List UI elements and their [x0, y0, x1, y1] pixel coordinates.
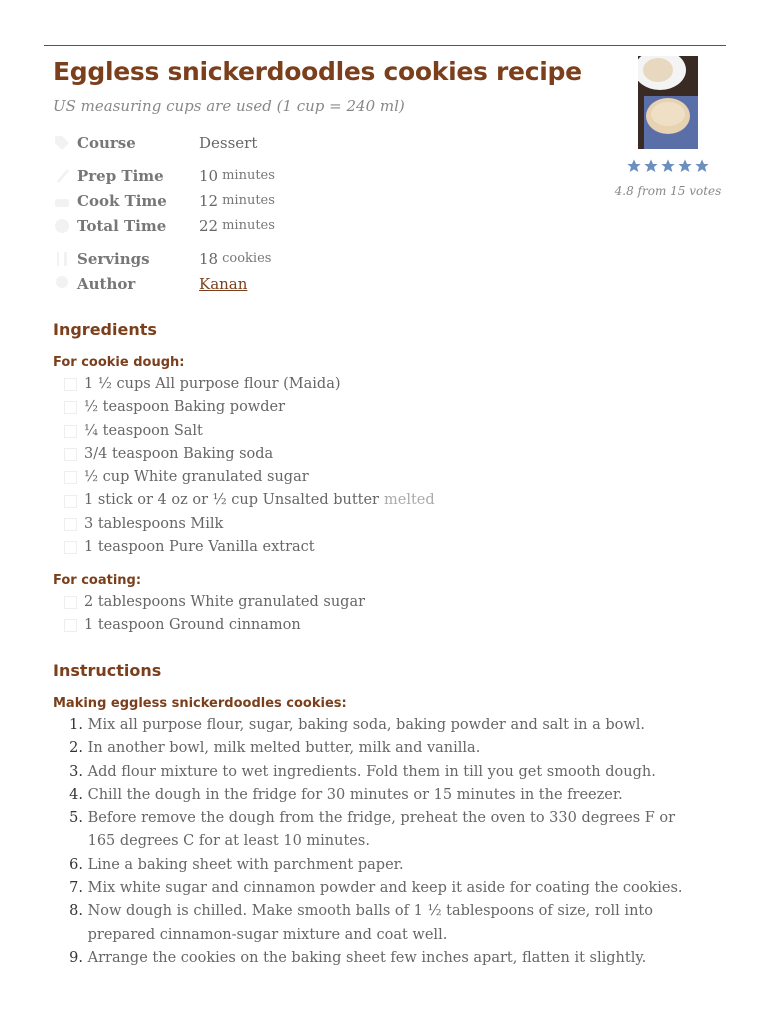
ingredient-note: melted	[384, 492, 435, 509]
recipe-title: Eggless snickerdoodles cookies recipe	[53, 57, 582, 86]
cook-time-unit: minutes	[222, 193, 275, 208]
recipe-header	[53, 56, 723, 296]
ingredient-checkbox[interactable]	[64, 471, 77, 484]
top-divider	[44, 45, 726, 46]
step-text: Mix all purpose flour, sugar, baking soda, baking powder and salt in a bowl.	[87, 717, 646, 733]
ingredient-checkbox[interactable]	[64, 378, 77, 391]
step-number: 1.	[69, 717, 83, 733]
ingredient-list-coating	[64, 591, 365, 638]
step-number: 8.	[69, 903, 83, 920]
prep-time-unit: minutes	[222, 168, 275, 183]
instruction-step	[53, 900, 703, 947]
step-number: 6.	[69, 856, 83, 873]
rating-votes: 4.8 from 15 votes	[614, 184, 722, 198]
star-rating[interactable]	[626, 158, 710, 178]
instruction-step	[53, 947, 703, 970]
step-text: Now dough is chilled. Make smooth balls of 1 ½ tablespoons of size, roll into prepared cinnamon-sugar mixture and coat well.	[87, 903, 653, 943]
meta-servings	[53, 246, 723, 271]
total-time-value: 22	[199, 216, 219, 235]
total-time-label: Total Time	[77, 216, 167, 235]
step-text: Arrange the cookies on the baking sheet few inches apart, flatten it slightly.	[87, 949, 647, 966]
step-text: Add flour mixture to wet ingredients. Fold them in till you get smooth dough.	[87, 763, 656, 780]
tag-icon	[53, 134, 71, 152]
knife-icon	[53, 167, 71, 185]
star-icon[interactable]	[677, 158, 693, 174]
author-label: Author	[77, 274, 136, 293]
ingredient-checkbox[interactable]	[64, 619, 77, 632]
clock-icon	[53, 217, 71, 235]
meta-author	[53, 271, 723, 296]
instruction-step	[53, 784, 703, 807]
total-time-unit: minutes	[222, 218, 275, 233]
cook-time-value: 12	[199, 191, 219, 210]
ingredient-checkbox[interactable]	[64, 596, 77, 609]
author-link[interactable]: Kanan	[199, 274, 248, 293]
meta-total-time	[53, 213, 723, 238]
ingredient-item: ½ teaspoon Baking powder	[64, 396, 435, 419]
instruction-step	[53, 714, 703, 737]
ingredient-item: 1 teaspoon Pure Vanilla extract	[64, 536, 435, 559]
cook-time-label: Cook Time	[77, 191, 167, 210]
star-icon[interactable]	[694, 158, 710, 174]
instruction-steps	[53, 714, 703, 970]
ingredient-item: 1 stick or 4 oz or ½ cup Unsalted butter melted	[64, 489, 435, 512]
ingredient-item: ½ cup White granulated sugar	[64, 466, 435, 489]
servings-unit: cookies	[222, 251, 272, 266]
servings-value: 18	[199, 249, 219, 268]
step-number: 4.	[69, 786, 83, 803]
step-text: Chill the dough in the fridge for 30 minutes or 15 minutes in the freezer.	[87, 786, 623, 803]
star-icon[interactable]	[643, 158, 659, 174]
prep-time-value: 10	[199, 166, 219, 185]
ingredient-item: 3/4 teaspoon Baking soda	[64, 443, 435, 466]
instruction-step	[53, 737, 703, 760]
step-text: Before remove the dough from the fridge, preheat the oven to 330 degrees F or 165 degrees C for at least 10 minutes.	[87, 810, 676, 850]
star-icon[interactable]	[626, 158, 642, 174]
ingredient-checkbox[interactable]	[64, 401, 77, 414]
instruction-step	[53, 877, 703, 900]
ingredient-checkbox[interactable]	[64, 518, 77, 531]
step-number: 3.	[69, 763, 83, 780]
ingredient-item: ¼ teaspoon Salt	[64, 420, 435, 443]
step-number: 2.	[69, 740, 83, 757]
pot-icon	[53, 192, 71, 210]
step-text: Line a baking sheet with parchment paper.	[87, 856, 404, 873]
recipe-subtitle: US measuring cups are used (1 cup = 240 ml)	[53, 97, 405, 115]
ingredient-checkbox[interactable]	[64, 448, 77, 461]
ingredient-item: 3 tablespoons Milk	[64, 513, 435, 536]
course-value: Dessert	[199, 133, 258, 152]
ingredient-group-title: For cookie dough:	[53, 355, 185, 370]
step-number: 9.	[69, 949, 83, 966]
ingredients-heading: Ingredients	[53, 320, 157, 339]
chef-hat-icon	[53, 275, 71, 293]
instruction-step	[53, 761, 703, 784]
instruction-step	[53, 807, 703, 854]
step-number: 7.	[69, 880, 83, 897]
prep-time-label: Prep Time	[77, 166, 164, 185]
ingredient-item: 1 ½ cups All purpose flour (Maida)	[64, 373, 435, 396]
star-icon[interactable]	[660, 158, 676, 174]
ingredient-group-title: For coating:	[53, 573, 142, 588]
ingredient-item: 1 teaspoon Ground cinnamon	[64, 614, 365, 637]
cutlery-icon	[53, 250, 71, 268]
ingredient-checkbox[interactable]	[64, 495, 77, 508]
recipe-thumbnail[interactable]	[638, 56, 698, 149]
course-label: Course	[77, 133, 136, 152]
step-number: 5.	[69, 810, 83, 827]
recipe-meta	[53, 130, 723, 296]
servings-label: Servings	[77, 249, 150, 268]
ingredient-item: 2 tablespoons White granulated sugar	[64, 591, 365, 614]
ingredient-checkbox[interactable]	[64, 425, 77, 438]
instruction-step	[53, 854, 703, 877]
step-text: Mix white sugar and cinnamon powder and keep it aside for coating the cookies.	[87, 880, 683, 897]
step-text: In another bowl, milk melted butter, milk and vanilla.	[87, 740, 481, 757]
instructions-heading: Instructions	[53, 661, 162, 680]
ingredient-list-dough	[64, 373, 435, 559]
ingredient-checkbox[interactable]	[64, 541, 77, 554]
meta-course	[53, 130, 723, 155]
instruction-group-title: Making eggless snickerdoodles cookies:	[53, 696, 347, 711]
